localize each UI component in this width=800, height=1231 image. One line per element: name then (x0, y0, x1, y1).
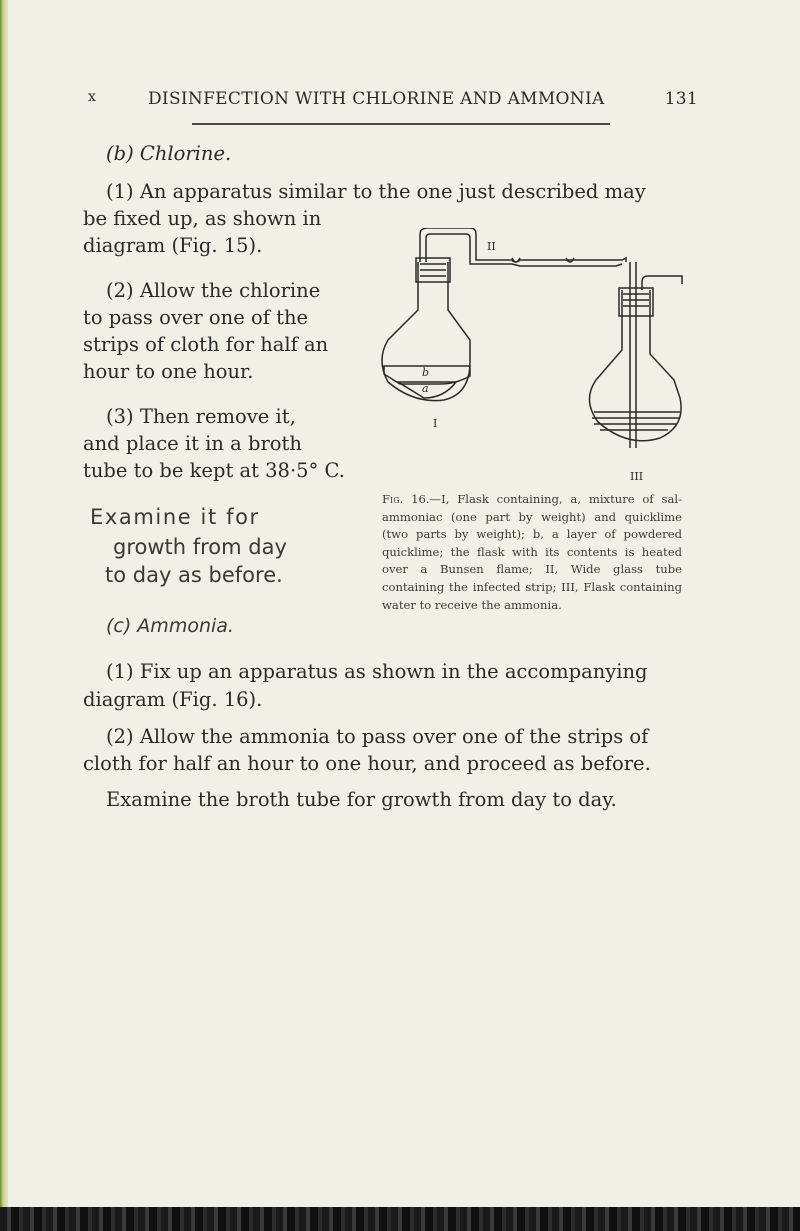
page-number: 131 (664, 89, 698, 109)
running-header (88, 89, 698, 115)
flask-I (382, 262, 470, 401)
chlorine-examine-line1: Examine it for (90, 505, 260, 529)
label-III: III (630, 470, 644, 483)
running-title: DISINFECTION WITH CHLORINE AND AMMONIA (148, 89, 605, 109)
ammonia-step2-line1: (2) Allow the ammonia to pass over one of the strips of (106, 725, 649, 748)
chlorine-step2-line3: strips of cloth for half an (83, 333, 329, 356)
chlorine-step2-line4: hour to one hour. (83, 360, 254, 383)
scan-bottom-edge (0, 1207, 800, 1231)
figure-caption (382, 491, 682, 614)
fig16-apparatus-diagram (380, 228, 688, 490)
chlorine-step3-line3: tube to be kept at 38·5° C. (83, 459, 345, 482)
chlorine-step1-line3: diagram (Fig. 15). (83, 234, 263, 257)
chlorine-step1-line2: be fixed up, as shown in (83, 207, 322, 230)
ammonia-heading: (c) Ammonia. (106, 615, 234, 637)
chlorine-step2-line2: to pass over one of the (83, 306, 309, 329)
ammonia-step2-line2: cloth for half an hour to one hour, and proceed as before. (83, 752, 651, 775)
ammonia-step1-line2: diagram (Fig. 16). (83, 688, 263, 711)
chlorine-step1-line1: (1) An apparatus similar to the one just described may (106, 180, 646, 203)
chlorine-step3-line1: (3) Then remove it, (106, 405, 296, 428)
chlorine-heading: (b) Chlorine. (106, 142, 232, 165)
label-a: a (422, 382, 429, 395)
delivery-tube (420, 228, 626, 262)
page-binding-edge (0, 0, 8, 1231)
header-rule (192, 123, 610, 125)
chlorine-step3-line2: and place it in a broth (83, 432, 302, 455)
caption-body: —I, Flask containing, a, mixture of sal-ammoniac (one part by weight) and quicklime (two parts by weight); b, a layer of powdered quicklime; the flask with its contents is heated over a Bunsen flame; II, Wide glass tube containing the infected strip; III, Flask containing water to receive the ammonia. (382, 492, 682, 612)
ammonia-step1-line1: (1) Fix up an apparatus as shown in the accompanying (106, 660, 648, 683)
label-I: I (433, 417, 438, 430)
chlorine-examine-line2: growth from day (113, 535, 287, 559)
label-II: II (487, 240, 496, 253)
label-b: b (422, 366, 430, 379)
ammonia-examine: Examine the broth tube for growth from day to day. (106, 788, 617, 811)
chlorine-step2-line1: (2) Allow the chlorine (106, 279, 321, 302)
chlorine-examine-line3: to day as before. (105, 563, 283, 587)
caption-lead: Fig. 16. (382, 492, 430, 506)
chapter-number: x (88, 89, 97, 105)
